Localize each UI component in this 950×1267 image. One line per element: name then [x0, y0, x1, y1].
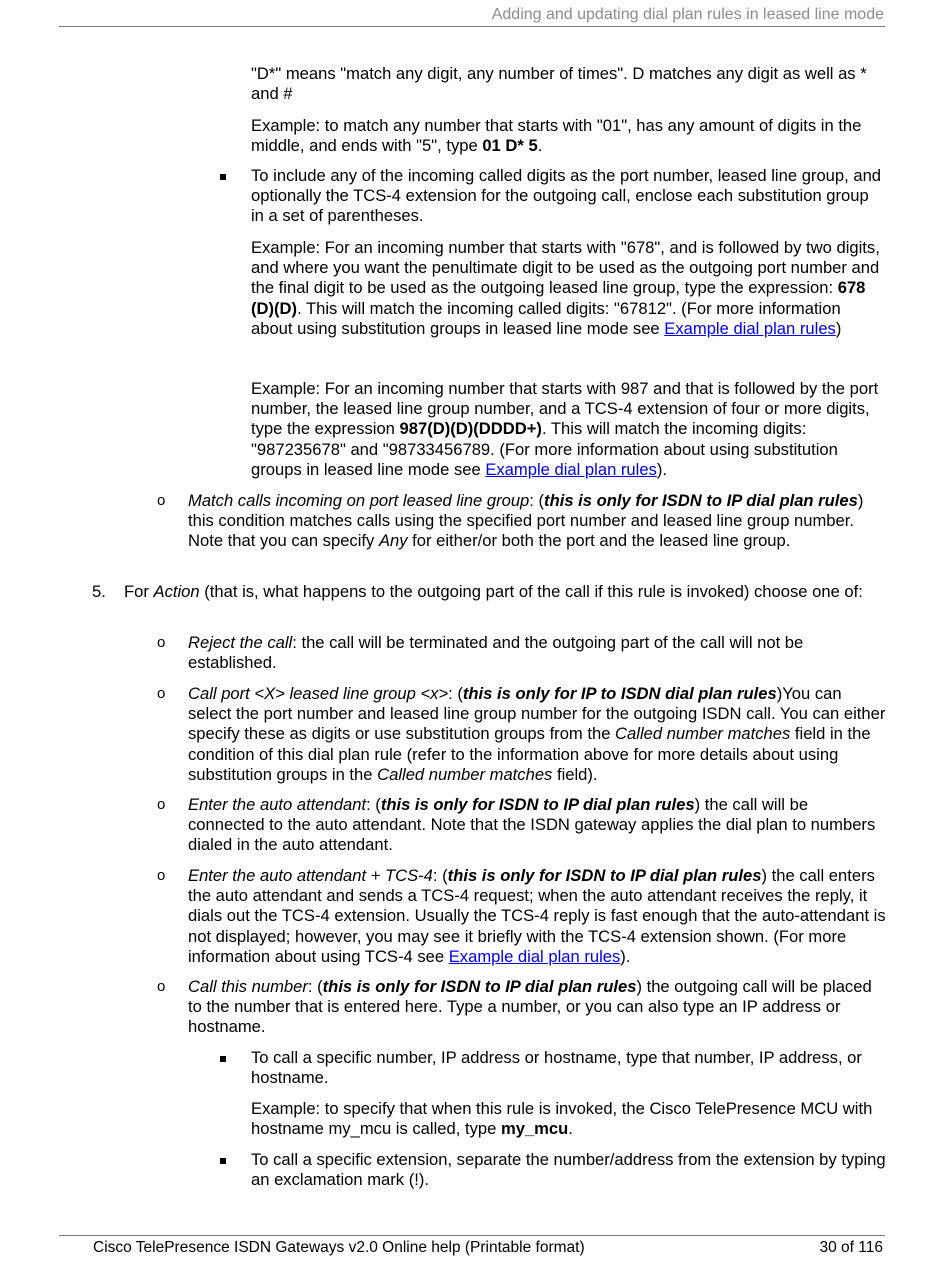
square-bullet-icon — [220, 1158, 226, 1164]
bullet-call-specific-extension — [251, 1150, 886, 1190]
text: : the call will be terminated and the outgoing part of the call will not be established. — [188, 633, 804, 673]
circle-bullet-icon: o — [157, 978, 166, 995]
note-emphasis: this is only for ISDN to IP dial plan rules — [544, 491, 858, 510]
term: Action — [153, 582, 200, 601]
square-bullet-icon — [220, 174, 226, 180]
text: . — [537, 136, 543, 156]
example-dial-plan-rules-link[interactable]: Example dial plan rules — [664, 318, 836, 338]
text: ). — [620, 946, 631, 966]
text: : ( — [366, 795, 381, 814]
text: To include any of the incoming called digits as the port number, leased line group, and optionally the TCS-4 extension for the outgoing call, enclose each substitution group in a set of parentheses. — [251, 166, 882, 226]
paragraph-d-star-meaning — [251, 64, 886, 104]
paragraph-example-678 — [251, 238, 886, 339]
footer-page-number: 30 of 116 — [819, 1239, 883, 1256]
text: ) the outgoing call will be placed to the number that is entered here. Type a number, or you can also type an IP address or hostname. — [188, 977, 872, 1037]
list-number: 5. — [92, 582, 106, 601]
text: for either/or both the port and the leased line group. — [407, 531, 791, 551]
text: Example: to specify that when this rule is invoked, the Cisco TelePresence MCU with hostname my_mcu is called, type — [251, 1099, 873, 1139]
bullet-auto-attendant-tcs4 — [188, 866, 886, 967]
text: ) the call will be connected to the auto attendant. Note that the ISDN gateway applies the dial plan to numbers dialed in the auto attendant. — [188, 795, 876, 855]
circle-bullet-icon: o — [157, 867, 166, 884]
term: Reject the call — [188, 633, 293, 652]
expression-code: 987(D)(D)(DDDD+) — [399, 419, 542, 439]
footer-document-title: Cisco TelePresence ISDN Gateways v2.0 Online help (Printable format) — [93, 1239, 585, 1256]
square-bullet-icon — [220, 1056, 226, 1062]
note-emphasis: this is only for ISDN to IP dial plan rules — [447, 866, 762, 885]
note-emphasis: this is only for ISDN to IP dial plan rules — [380, 795, 695, 814]
text: . This will match the incoming digits: "987235678" and "98733456789. (For more information about using substitution groups in leased line mode see — [251, 419, 838, 479]
bullet-call-this-number — [188, 977, 886, 1038]
text: Example: For an incoming number that starts with "678", and is followed by two digits, and where you want the penultimate digit to be used as the outgoing port number and the final digit to be used as the outgoing leased line group, type the expression: — [251, 238, 880, 298]
term: Called number matches — [615, 724, 791, 744]
text: For — [124, 582, 154, 601]
text: ) this condition matches calls using the specified port number and leased line group number. Note that you can specify — [188, 491, 864, 551]
text: Example: For an incoming number that starts with 987 and that is followed by the port number, the leased line group number, and a TCS-4 extension of four or more digits, type the expression — [251, 379, 879, 439]
text: To call a specific number, IP address or hostname, type that number, IP address, or hostname. — [251, 1048, 862, 1088]
bullet-substitution-groups — [251, 166, 886, 227]
circle-bullet-icon: o — [157, 685, 166, 702]
circle-bullet-icon: o — [157, 796, 166, 813]
text: ) — [835, 318, 842, 338]
term: Match calls incoming on port leased line group — [188, 491, 530, 510]
text: To call a specific extension, separate the number/address from the extension by typing an exclamation mark (!). — [251, 1150, 886, 1190]
footer-divider — [59, 1235, 885, 1236]
expression-code: my_mcu — [500, 1119, 569, 1139]
text: : ( — [448, 684, 463, 703]
paragraph-example-987 — [251, 379, 886, 480]
bullet-match-port-leased-line — [188, 491, 886, 552]
bullet-reject-the-call — [188, 633, 886, 673]
note-emphasis: this is only for IP to ISDN dial plan rules — [462, 684, 777, 703]
bullet-call-specific-number — [251, 1048, 886, 1088]
step-5-action — [124, 582, 886, 602]
text: (that is, what happens to the outgoing part of the call if this rule is invoked) choose one of: — [199, 582, 863, 601]
bullet-enter-auto-attendant — [188, 795, 886, 856]
text: )You can select the port number and leased line group number for the outgoing ISDN call. You can either specify these as digits or use substitution groups from the — [188, 684, 886, 744]
text: field in the condition of this dial plan rule (refer to the information above for more details about using substitution groups in the — [188, 724, 871, 784]
text: . This will match the incoming called digits: "67812". (For more information about using substitution groups in leased line mode see — [251, 298, 841, 338]
running-header: Adding and updating dial plan rules in leased line mode — [491, 6, 884, 23]
circle-bullet-icon: o — [157, 492, 166, 509]
bullet-call-port — [188, 684, 886, 785]
term: Call this number — [188, 977, 308, 996]
example-dial-plan-rules-link[interactable]: Example dial plan rules — [485, 459, 657, 479]
text: "D*" means "match any digit, any number of times". D matches any digit as well as * and # — [251, 64, 867, 104]
term: Enter the auto attendant + TCS-4 — [188, 866, 433, 885]
text: Example: to match any number that starts with "01", has any amount of digits in the middle, and ends with "5", type — [251, 116, 862, 156]
paragraph-example-my-mcu — [251, 1099, 886, 1139]
term: Any — [378, 531, 408, 551]
text: ). — [656, 459, 668, 479]
header-divider — [59, 26, 885, 27]
note-emphasis: this is only for ISDN to IP dial plan rules — [322, 977, 637, 996]
expression-code: 678 (D)(D) — [251, 278, 866, 318]
text: field). — [552, 764, 598, 784]
term: Call port <X> leased line group <x> — [188, 684, 449, 703]
example-dial-plan-rules-link[interactable]: Example dial plan rules — [448, 946, 621, 966]
expression-code: 01 D* 5 — [482, 136, 538, 156]
term: Enter the auto attendant — [188, 795, 367, 814]
circle-bullet-icon: o — [157, 634, 166, 651]
text: : ( — [307, 977, 323, 996]
text: . — [568, 1119, 573, 1139]
text: : ( — [432, 866, 448, 885]
paragraph-example-01-d-5 — [251, 116, 886, 156]
text: ) the call enters the auto attendant and sends a TCS-4 request; when the auto attendant receives the reply, it dials out the TCS-4 extension. Usually the TCS-4 reply is fast enough that the auto-attendant is not displayed; however, you may see it briefly with the TCS-4 extension shown. (For more information about using TCS-4 see — [188, 866, 886, 966]
term: Called number matches — [377, 764, 553, 784]
text: : ( — [529, 491, 545, 510]
